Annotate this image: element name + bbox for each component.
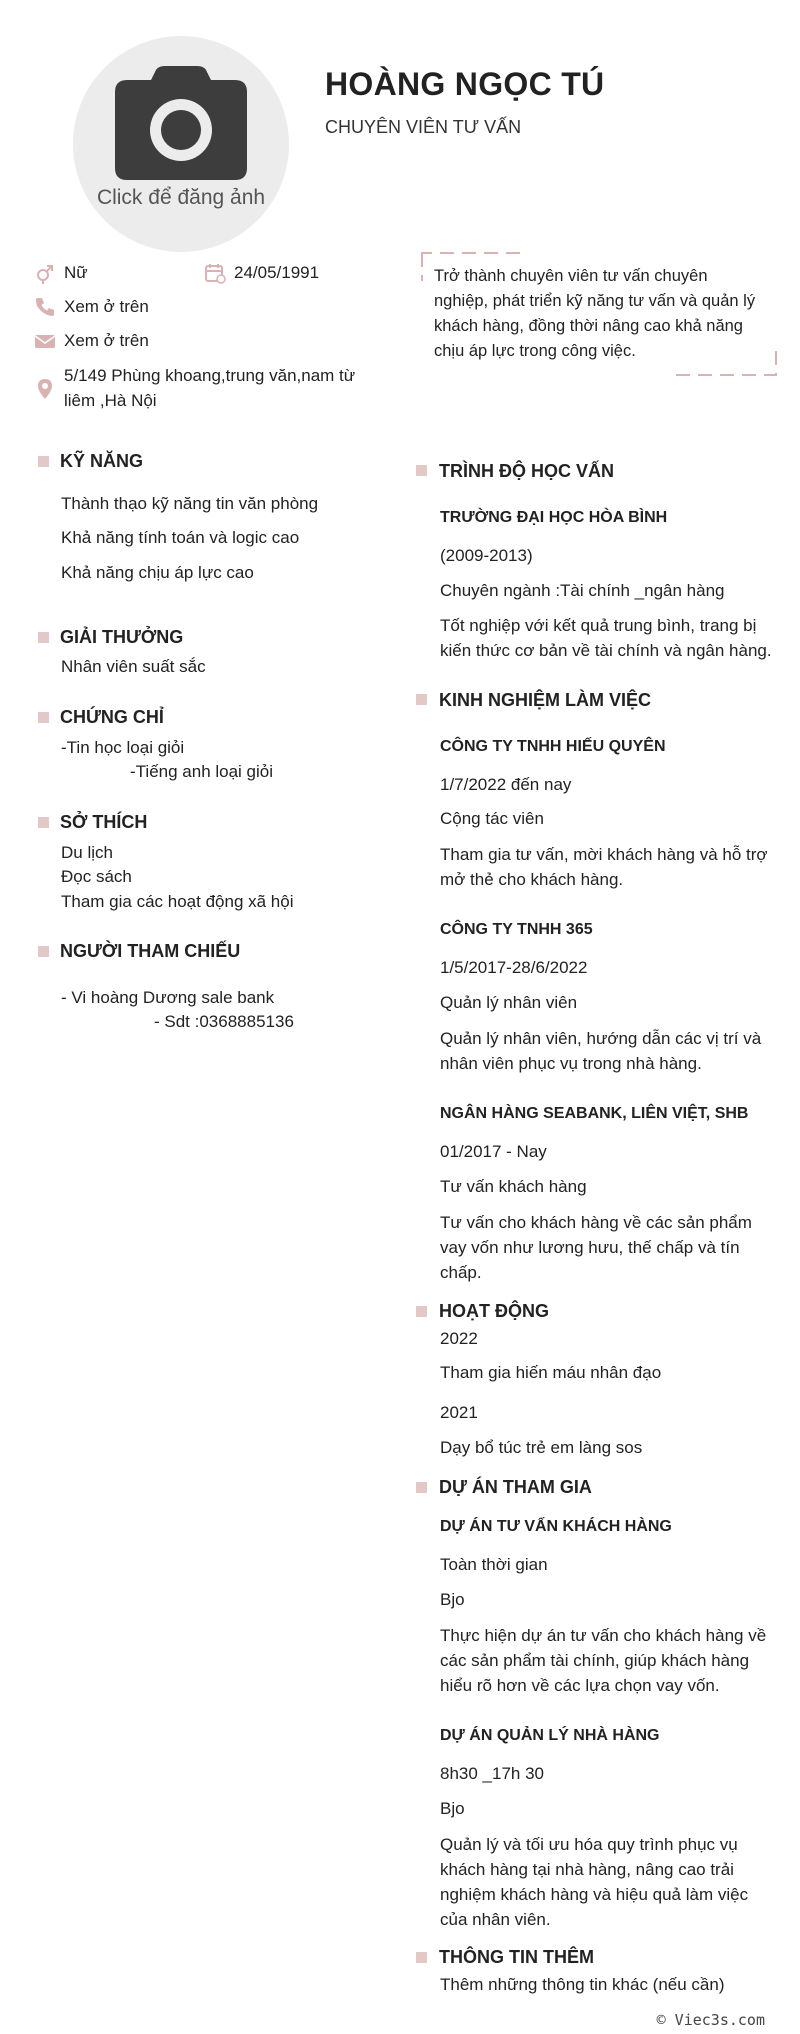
job-title: CHUYÊN VIÊN TƯ VẤN xyxy=(325,117,522,137)
description-line: khách hàng tại nhà hàng, nâng cao trải xyxy=(440,1860,734,1879)
job-position: Quản lý nhân viên xyxy=(440,993,578,1012)
projects-title: DỰ ÁN THAM GIA xyxy=(439,1477,592,1497)
objective-line: Trở thành chuyên viên tư vấn chuyên xyxy=(434,267,708,285)
company-name: CÔNG TY TNHH HIẾU QUYÊN xyxy=(440,738,666,755)
address-line-1: 5/149 Phùng khoang,trung văn,nam từ xyxy=(64,366,356,385)
description-line: hiểu rõ hơn về các lựa chọn vay vốn. xyxy=(440,1676,720,1695)
hobby-item: Tham gia các hoạt động xã hội xyxy=(61,892,294,911)
job-description xyxy=(440,1026,780,1076)
certificate-item: -Tiếng anh loại giỏi xyxy=(130,762,274,781)
job-position: Tư vấn khách hàng xyxy=(440,1177,587,1196)
gender-icon xyxy=(34,262,56,284)
description-line: nhân viên phục vụ trong nhà hàng. xyxy=(440,1054,702,1073)
job-position: Cộng tác viên xyxy=(440,809,544,828)
job-period: 1/5/2017-28/6/2022 xyxy=(440,958,588,977)
hobby-item: Đọc sách xyxy=(61,867,132,886)
section-marker xyxy=(416,1952,427,1963)
project-description xyxy=(440,1623,780,1698)
section-marker xyxy=(38,946,49,957)
reference-item: - Sdt :0368885136 xyxy=(154,1012,294,1031)
location-icon xyxy=(34,378,56,400)
section-marker xyxy=(38,817,49,828)
project-role: Bjo xyxy=(440,1799,465,1818)
description-line: Tốt nghiệp với kết quả trung bình, trang bị xyxy=(440,616,757,635)
job-period: 1/7/2022 đến nay xyxy=(440,775,572,794)
description-line: kiến thức cơ bản về tài chính và ngân hàng. xyxy=(440,641,772,660)
description-line: mở thẻ cho khách hàng. xyxy=(440,870,624,889)
upload-photo-label: Click để đăng ảnh xyxy=(96,186,266,209)
description-line: Tham gia tư vấn, mời khách hàng và hỗ trợ xyxy=(440,845,768,864)
avatar-upload[interactable] xyxy=(73,36,289,252)
camera-icon xyxy=(115,66,247,180)
description-line: Tư vấn cho khách hàng về các sản phẩm xyxy=(440,1213,752,1232)
skill-item: Thành thạo kỹ năng tin văn phòng xyxy=(61,494,319,513)
awards-title: GIẢI THƯỞNG xyxy=(60,627,184,647)
description-line: của nhân viên. xyxy=(440,1910,551,1929)
section-marker xyxy=(38,632,49,643)
project-name: DỰ ÁN TƯ VẤN KHÁCH HÀNG xyxy=(440,1518,672,1535)
job-description xyxy=(440,842,780,892)
career-objective xyxy=(434,264,774,364)
email-icon xyxy=(34,330,56,352)
email-value: Xem ở trên xyxy=(64,331,149,350)
extra-info-text: Thêm những thông tin khác (nếu cần) xyxy=(440,1975,725,1994)
description-line: Quản lý và tối ưu hóa quy trình phục vụ xyxy=(440,1835,738,1854)
activity-description: Tham gia hiến máu nhân đạo xyxy=(440,1363,662,1382)
project-time: 8h30 _17h 30 xyxy=(440,1764,544,1783)
extra-info-title: THÔNG TIN THÊM xyxy=(439,1947,594,1967)
job-description xyxy=(440,1210,780,1285)
certificates-title: CHỨNG CHỈ xyxy=(60,707,164,727)
project-name: DỰ ÁN QUẢN LÝ NHÀ HÀNG xyxy=(440,1727,660,1744)
phone-icon xyxy=(34,296,56,318)
job-period: 01/2017 - Nay xyxy=(440,1142,547,1161)
section-marker xyxy=(416,694,427,705)
description-line: các sản phẩm tài chính, giúp khách hàng xyxy=(440,1651,750,1670)
address-line-2: liêm ,Hà Nội xyxy=(64,391,157,410)
company-name: NGÂN HÀNG SEABANK, LIÊN VIỆT, SHB xyxy=(440,1105,749,1122)
activity-description: Dạy bổ túc trẻ em làng sos xyxy=(440,1438,643,1457)
project-time: Toàn thời gian xyxy=(440,1555,548,1574)
objective-line: chịu áp lực trong công việc. xyxy=(434,342,636,360)
activity-year: 2021 xyxy=(440,1403,478,1422)
school-name: TRƯỜNG ĐẠI HỌC HÒA BÌNH xyxy=(440,509,668,526)
education-description xyxy=(440,613,780,663)
education-period: (2009-2013) xyxy=(440,546,533,565)
description-line: nghiệm khách hàng và hiệu quả làm việc xyxy=(440,1885,749,1904)
award-item: Nhân viên suất sắc xyxy=(61,657,206,676)
reference-item: - Vi hoàng Dương sale bank xyxy=(61,988,275,1007)
activities-title: HOẠT ĐỘNG xyxy=(439,1301,549,1321)
section-marker xyxy=(38,456,49,467)
project-description xyxy=(440,1832,780,1932)
candidate-name: HOÀNG NGỌC TÚ xyxy=(325,66,605,102)
activity-year: 2022 xyxy=(440,1329,478,1348)
section-marker xyxy=(416,465,427,476)
education-title: TRÌNH ĐỘ HỌC VẤN xyxy=(439,461,614,481)
birthday-value: 24/05/1991 xyxy=(234,263,320,282)
hobby-item: Du lịch xyxy=(61,843,113,862)
certificate-item: -Tin học loại giỏi xyxy=(61,738,185,757)
skills-title: KỸ NĂNG xyxy=(60,451,144,471)
section-marker xyxy=(38,712,49,723)
hobbies-title: SỞ THÍCH xyxy=(60,812,148,832)
description-line: vay vốn như lương hưu, thế chấp và tín xyxy=(440,1238,740,1257)
references-title: NGƯỜI THAM CHIẾU xyxy=(60,941,241,961)
experience-title: KINH NGHIỆM LÀM VIỆC xyxy=(439,690,652,710)
objective-line: nghiệp, phát triển kỹ năng tư vấn và quản lý xyxy=(434,292,756,310)
skill-item: Khả năng tính toán và logic cao xyxy=(61,528,300,547)
company-name: CÔNG TY TNHH 365 xyxy=(440,921,593,938)
description-line: Thực hiện dự án tư vấn cho khách hàng về xyxy=(440,1626,767,1645)
description-line: Quản lý nhân viên, hướng dẫn các vị trí và xyxy=(440,1029,762,1048)
skill-item: Khả năng chịu áp lực cao xyxy=(61,563,254,582)
section-marker xyxy=(416,1482,427,1493)
education-major: Chuyên ngành :Tài chính _ngân hàng xyxy=(440,581,725,600)
phone-value: Xem ở trên xyxy=(64,297,149,316)
objective-line: khách hàng, đồng thời nâng cao khả năng xyxy=(434,317,743,335)
gender-value: Nữ xyxy=(64,263,88,282)
description-line: chấp. xyxy=(440,1263,482,1282)
project-role: Bjo xyxy=(440,1590,465,1609)
footer-credit: © Viec3s.com xyxy=(656,2011,765,2029)
section-marker xyxy=(416,1306,427,1317)
calendar-icon xyxy=(204,262,226,284)
